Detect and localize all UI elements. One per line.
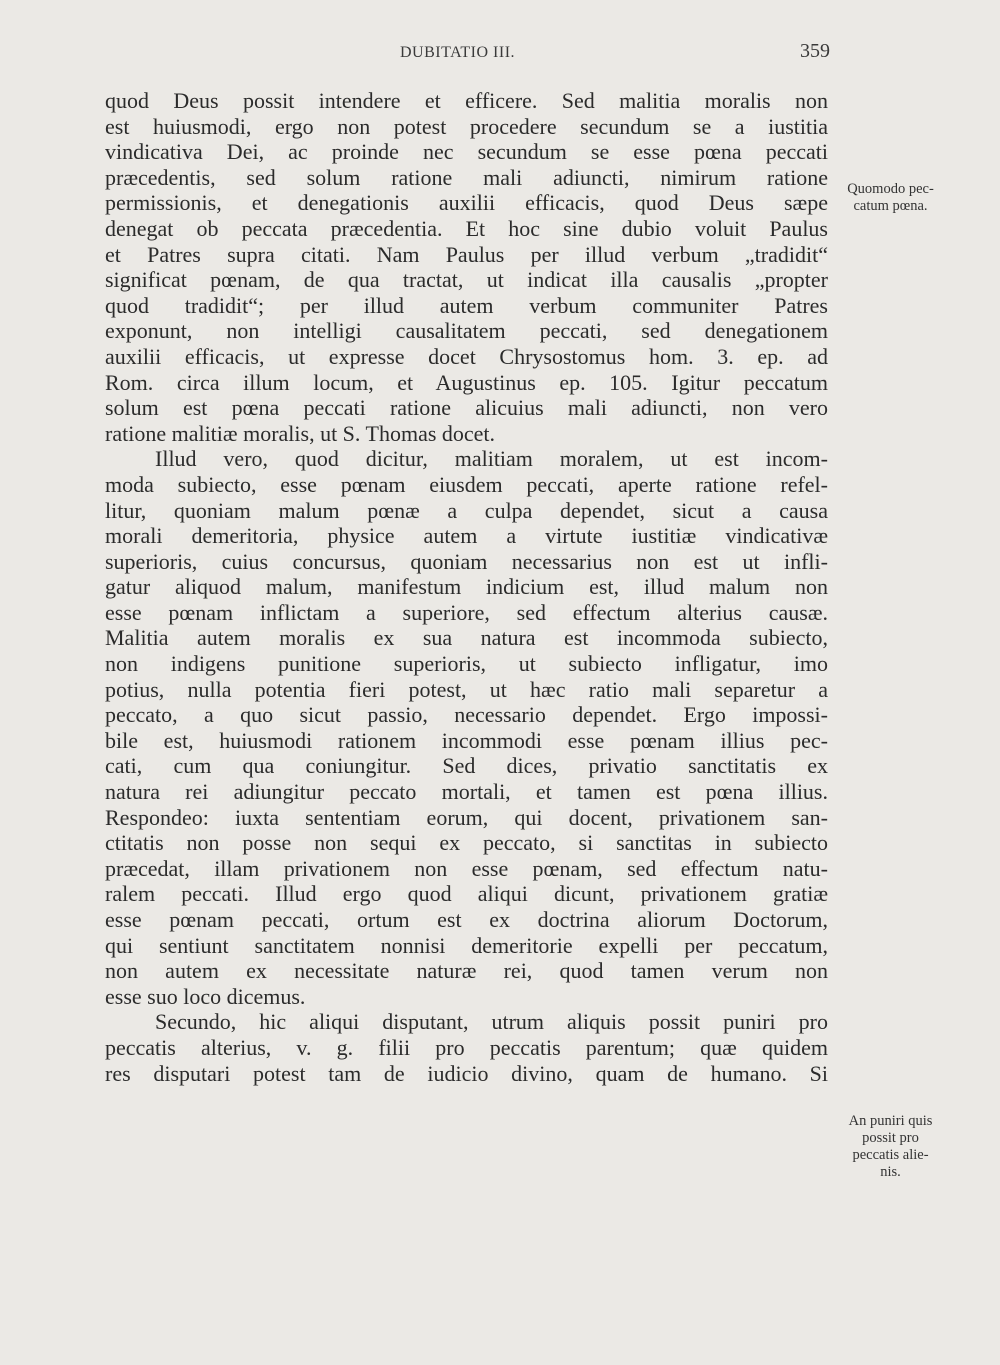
text-line: peccato, a quo sicut passio, necessario dependet. Ergo impossi- <box>105 702 828 728</box>
margin-note-line: An puniri quis <box>848 1113 933 1129</box>
text-line: esse pœnam peccati, ortum est ex doctrina aliorum Doctorum, <box>105 907 828 932</box>
page-header <box>105 40 830 70</box>
text-line: Respondeo: iuxta sententiam eorum, qui docent, privationem san- <box>105 804 828 830</box>
text-line: gatur aliquod malum, manifestum indicium est, illud malum non <box>105 574 828 600</box>
text-line: non autem ex necessitate naturæ rei, quod tamen verum non <box>105 958 828 984</box>
running-head: DUBITATIO III. <box>400 44 516 61</box>
margin-note-line: nis. <box>880 1164 901 1180</box>
paragraph-start-line: Illud vero, quod dicitur, malitiam moralem, ut est incom- <box>155 446 828 472</box>
text-line: ctitatis non posse non sequi ex peccato, si sanctitas in subiecto <box>105 830 828 856</box>
text-line: esse suo loco dicemus. <box>105 983 306 1009</box>
text-line: superioris, cuius concursus, quoniam necessarius non est ut infli- <box>105 548 828 574</box>
text-line: res disputari potest tam de iudicio divino, quam de humano. Si <box>105 1060 828 1086</box>
paragraph-start-line: Secundo, hic aliqui disputant, utrum aliquis possit puniri pro <box>155 1009 828 1035</box>
text-line: potius, nulla potentia fieri potest, ut hæc ratio mali separetur a <box>105 676 828 702</box>
margin-note-line: peccatis alie- <box>852 1147 929 1163</box>
margin-note <box>833 1113 948 1181</box>
text-line: non indigens punitione superioris, ut subiecto infligatur, imo <box>105 651 828 677</box>
margin-note-line: Quomodo pec- <box>847 181 934 197</box>
text-line: cati, cum qua coniungitur. Sed dices, privatio sanctitatis ex <box>105 753 828 779</box>
text-line: moda subiecto, esse pœnam eiusdem peccati, aperte ratione refel- <box>105 471 828 497</box>
text-line: litur, quoniam malum pœnæ a culpa dependet, sicut a causa <box>105 497 828 523</box>
text-line: bile est, huiusmodi rationem incommodi esse pœnam illius pec- <box>105 727 828 753</box>
text-line: vindicativa Dei, ac proinde nec secundum se esse pœna peccati <box>105 139 828 165</box>
margin-note <box>833 181 948 215</box>
page-number: 359 <box>800 40 830 62</box>
text-line: et Patres supra citati. Nam Paulus per illud verbum „tradidit“ <box>105 241 828 267</box>
text-line: natura rei adiungitur peccato mortali, et tamen est pœna illius. <box>105 779 828 805</box>
text-line: quod Deus possit intendere et efficere. Sed malitia moralis non <box>105 88 828 113</box>
text-line: est huiusmodi, ergo non potest procedere secundum se a iustitia <box>105 113 828 139</box>
text-line: exponunt, non intelligi causalitatem peccati, sed denegationem <box>105 318 828 344</box>
text-line: præcedat, illam privationem non esse pœnam, sed effectum natu- <box>105 855 828 881</box>
text-line: denegat ob peccata præcedentia. Et hoc sine dubio voluit Paulus <box>105 215 828 241</box>
text-line: ralem peccati. Illud ergo quod aliqui dicunt, privationem gratiæ <box>105 881 828 907</box>
text-line: auxilii efficacis, ut expresse docet Chrysostomus hom. 3. ep. ad <box>105 343 828 369</box>
text-line: quod tradidit“; per illud autem verbum communiter Patres <box>105 292 828 318</box>
text-line: præcedentis, sed solum ratione mali adiuncti, nimirum ratione <box>105 164 828 190</box>
body-text <box>105 88 828 1086</box>
margin-note-line: catum pœna. <box>853 198 928 214</box>
text-line: significat pœnam, de qua tractat, ut indicat illa causalis „propter <box>105 267 828 293</box>
text-line: peccatis alterius, v. g. filii pro peccatis parentum; quæ quidem <box>105 1034 828 1060</box>
text-line: solum est pœna peccati ratione alicuius mali adiuncti, non vero <box>105 395 828 421</box>
text-line: morali demeritoria, physice autem a virtute iustitiæ vindicativæ <box>105 523 828 549</box>
text-line: Malitia autem moralis ex sua natura est incommoda subiecto, <box>105 625 828 651</box>
text-line: Rom. circa illum locum, et Augustinus ep. 105. Igitur peccatum <box>105 369 828 395</box>
text-line: ratione malitiæ moralis, ut S. Thomas docet. <box>105 420 496 446</box>
text-line: qui sentiunt sanctitatem nonnisi demeritorie expelli per peccatum, <box>105 932 828 958</box>
text-line: esse pœnam inflictam a superiore, sed effectum alterius causæ. <box>105 599 828 625</box>
margin-note-line: possit pro <box>862 1130 919 1146</box>
text-line: permissionis, et denegationis auxilii efficacis, quod Deus sæpe <box>105 190 828 216</box>
